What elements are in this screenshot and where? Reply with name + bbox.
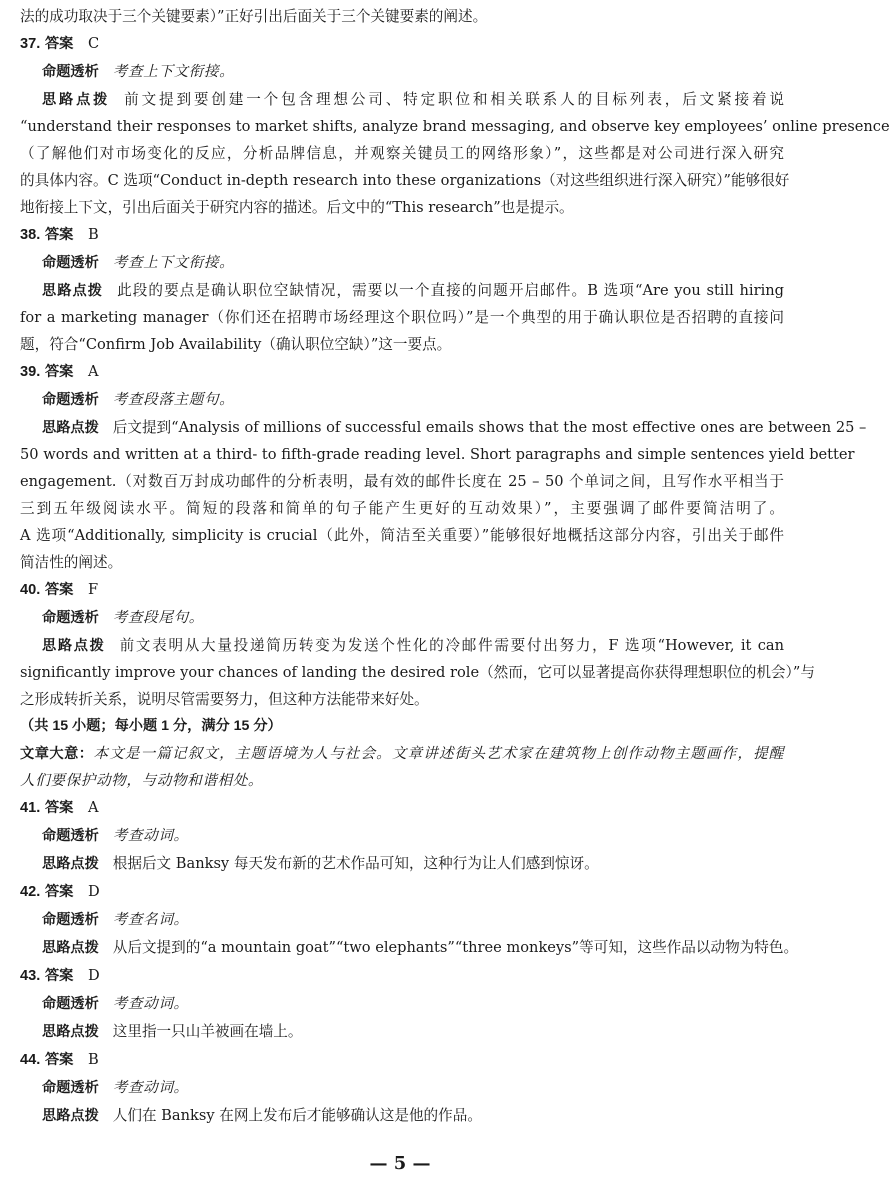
answer-label: 答案 [44, 968, 74, 984]
analysis-text: 考查上下文衔接。 [112, 254, 235, 271]
analysis-line [20, 1074, 784, 1102]
analysis-text: 考查段尾句。 [112, 609, 204, 626]
hint-line: 地衔接上下文，引出后面关于研究内容的描述。后文中的“This research”也是提示。 [20, 199, 574, 216]
question-number: 39. [20, 364, 41, 380]
hint-line [20, 1018, 784, 1046]
analysis-line [20, 249, 784, 277]
hint-line [20, 934, 799, 962]
analysis-label: 命题透析 [42, 996, 99, 1012]
question-number: 43. [20, 968, 41, 984]
analysis-text: 考查动词。 [112, 995, 189, 1012]
hint-line [20, 632, 784, 659]
analysis-label: 命题透析 [42, 392, 99, 408]
analysis-line [20, 58, 784, 86]
answer-key-page [20, 0, 890, 1130]
hint-line: “understand their responses to market shifts, analyze brand messaging, and observe key employees’ online presence [20, 118, 890, 135]
analysis-line [20, 906, 784, 934]
analysis-text: 考查上下文衔接。 [112, 63, 235, 80]
answer-value: F [87, 581, 99, 598]
hint-line: 题，符合“Confirm Job Availability（确认职位空缺）”这一要点。 [20, 336, 452, 353]
question-number: 40. [20, 582, 41, 598]
hint-label: 思路点拨 [42, 1024, 99, 1040]
question-39-block [20, 358, 867, 576]
question-number: 38. [20, 227, 41, 243]
answer-label: 答案 [44, 36, 74, 52]
hint-text: 前文提到要创建一个包含理想公司、特定职位和相关联系人的目标列表，后文紧接着说 [124, 91, 784, 108]
question-38-block [20, 221, 784, 358]
hint-line: 简洁性的阐述。 [20, 554, 123, 571]
hint-label: 思路点拨 [42, 856, 99, 872]
continued-paragraph-line: 法的成功取决于三个关键要素）”正好引出后面关于三个关键要素的阐述。 [20, 8, 488, 25]
answer-line [20, 30, 784, 58]
hint-text: 此段的要点是确认职位空缺情况，需要以一个直接的问题开启邮件。B 选项“Are you still hiring [117, 282, 784, 299]
hint-line: 的具体内容。C 选项“Conduct in-depth research into these organizations（对这些组织进行深入研究）”能够很好 [20, 172, 790, 189]
question-number: 44. [20, 1052, 41, 1068]
answer-line [20, 576, 784, 604]
answer-line [20, 1046, 784, 1074]
question-number: 37. [20, 36, 41, 52]
answer-label: 答案 [44, 364, 74, 380]
question-41-block [20, 794, 784, 878]
hint-line [20, 850, 784, 878]
analysis-text: 考查段落主题句。 [112, 391, 235, 408]
hint-text: 根据后文 Banksy 每天发布新的艺术作品可知，这种行为让人们感到惊讶。 [112, 855, 599, 872]
answer-label: 答案 [44, 227, 74, 243]
hint-label: 思路点拨 [42, 940, 99, 956]
answer-line [20, 358, 784, 386]
analysis-label: 命题透析 [42, 912, 99, 928]
hint-line: （了解他们对市场变化的反应，分析品牌信息，并观察关键员工的网络形象）”，这些都是对公司进行深入研究 [20, 145, 784, 162]
hint-line [20, 277, 784, 304]
hint-label: 思路点拨 [42, 420, 99, 436]
analysis-label: 命题透析 [42, 1080, 99, 1096]
analysis-line [20, 822, 784, 850]
analysis-line [20, 990, 784, 1018]
hint-line [20, 86, 784, 113]
analysis-label: 命题透析 [42, 64, 99, 80]
analysis-text: 考查名词。 [112, 911, 189, 928]
summary-label: 文章大意： [20, 746, 94, 762]
hint-text: 人们在 Banksy 在网上发布后才能够确认这是他的作品。 [112, 1107, 482, 1124]
answer-value: D [87, 883, 100, 900]
answer-value: A [87, 363, 99, 380]
question-42-block [20, 878, 799, 962]
hint-line: 50 words and written at a third- to fifth-grade reading level. Short paragraphs and simple sentences yield better [20, 446, 855, 463]
hint-line: engagement.（对数百万封成功邮件的分析表明，最有效的邮件长度在 25 – 50 个单词之间，且写作水平相当于 [20, 473, 784, 490]
answer-line [20, 221, 784, 249]
answer-line [20, 878, 784, 906]
analysis-label: 命题透析 [42, 610, 99, 626]
page-number: — 5 — [369, 1153, 431, 1174]
question-40-block [20, 576, 815, 713]
hint-line: 三到五年级阅读水平。简短的段落和简单的句子能产生更好的互动效果）”，主要强调了邮件要简洁明了。 [20, 500, 784, 517]
question-44-block [20, 1046, 784, 1130]
question-number: 41. [20, 800, 41, 816]
summary-line [20, 740, 784, 767]
section-heading: （共 15 小题；每小题 1 分，满分 15 分） [20, 718, 282, 734]
answer-line [20, 794, 784, 822]
answer-label: 答案 [44, 1052, 74, 1068]
hint-text: 后文提到“Analysis of millions of successful emails shows that the most effective ones are between 25 – [112, 419, 867, 436]
hint-text: 这里指一只山羊被画在墙上。 [112, 1023, 303, 1040]
hint-label: 思路点拨 [42, 1108, 99, 1124]
hint-line [20, 414, 867, 441]
answer-value: B [87, 1051, 99, 1068]
hint-text: 前文表明从大量投递简历转变为发送个性化的冷邮件需要付出努力，F 选项“However, it can [119, 637, 784, 654]
analysis-text: 考查动词。 [112, 1079, 189, 1096]
hint-line [20, 1102, 784, 1130]
analysis-text: 考查动词。 [112, 827, 189, 844]
hint-line: A 选项“Additionally, simplicity is crucial（此外，简洁至关重要）”能够很好地概括这部分内容，引出关于邮件 [20, 527, 784, 544]
hint-line: for a marketing manager（你们还在招聘市场经理这个职位吗）”是一个典型的用于确认职位是否招聘的直接问 [20, 309, 784, 326]
answer-value: B [87, 226, 99, 243]
question-43-block [20, 962, 784, 1046]
answer-label: 答案 [44, 884, 74, 900]
hint-label: 思路点拨 [42, 638, 106, 654]
question-37-block [20, 30, 890, 221]
answer-line [20, 962, 784, 990]
analysis-line [20, 604, 784, 632]
hint-text: 从后文提到的“a mountain goat”“two elephants”“three monkeys”等可知，这些作品以动物为特色。 [112, 939, 799, 956]
answer-value: C [87, 35, 100, 52]
analysis-line [20, 386, 784, 414]
hint-label: 思路点拨 [42, 92, 111, 108]
answer-value: D [87, 967, 100, 984]
analysis-label: 命题透析 [42, 828, 99, 844]
hint-label: 思路点拨 [42, 283, 104, 299]
answer-label: 答案 [44, 582, 74, 598]
hint-line: 之形成转折关系，说明尽管需要努力，但这种方法能带来好处。 [20, 691, 429, 708]
analysis-label: 命题透析 [42, 255, 99, 271]
summary-text: 本文是一篇记叙文，主题语境为人与社会。文章讲述街头艺术家在建筑物上创作动物主题画作，提醒 [93, 745, 784, 762]
summary-line: 人们要保护动物，与动物和谐相处。 [20, 772, 264, 789]
question-number: 42. [20, 884, 41, 900]
hint-line: significantly improve your chances of landing the desired role（然而，它可以显著提高你获得理想职位的机会）”与 [20, 664, 815, 681]
answer-label: 答案 [44, 800, 74, 816]
answer-value: A [87, 799, 99, 816]
